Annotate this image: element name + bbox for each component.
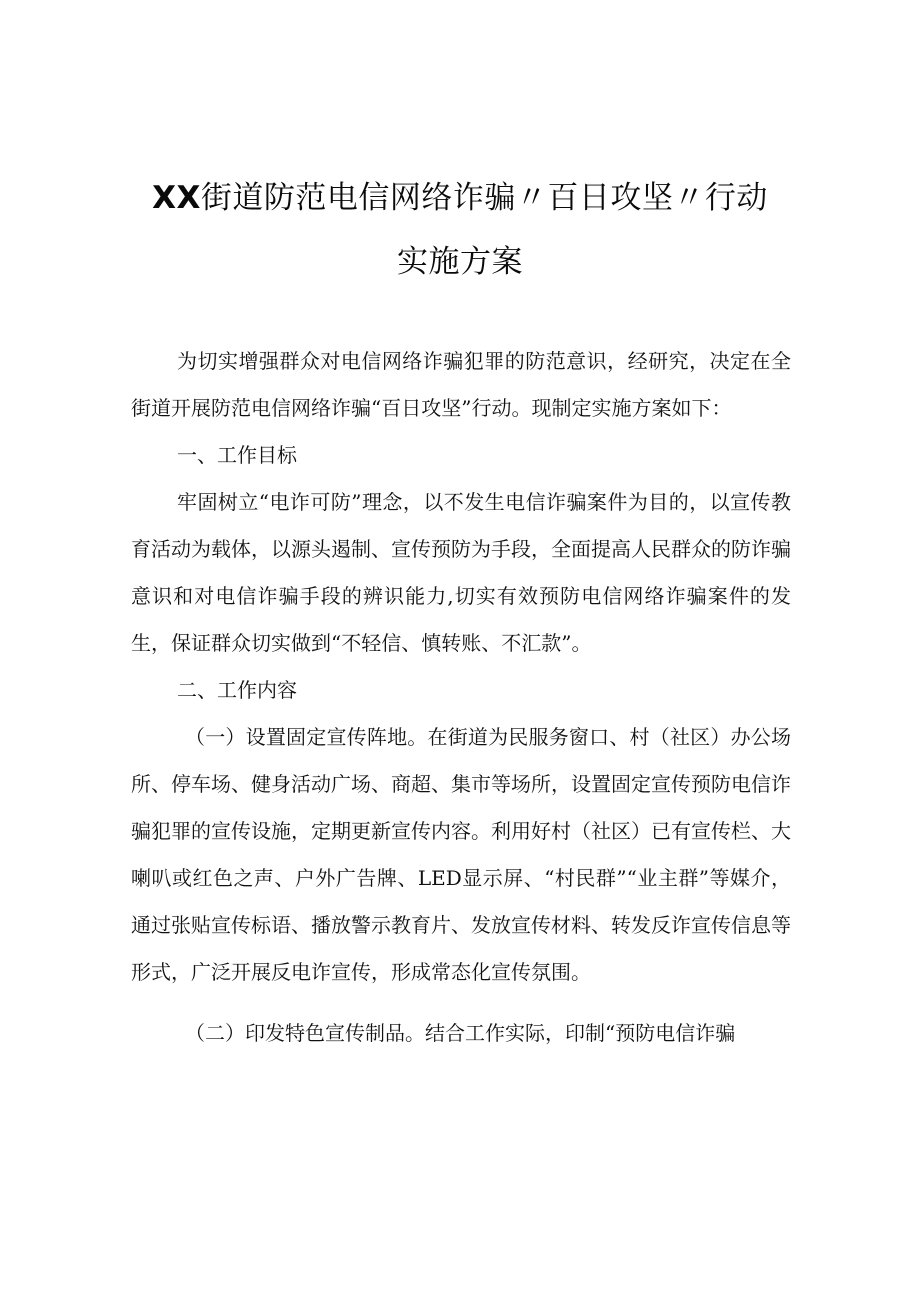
section2-heading: 二、工作内容 <box>177 678 297 702</box>
intro-paragraph: 为切实增强群众对电信网络诈骗犯罪的防范意识，经研究，决定在全街道开展防范电信网络诈骗“百日攻坚”行动。现制定实施方案如下： <box>131 349 791 420</box>
section1-paragraph: 牢固树立“电诈可防”理念，以不发生电信诈骗案件为目的，以宣传教育活动为载体，以源头遏制、宣传预防为手段，全面提高人民群众的防诈骗意识和对电信诈骗手段的辨识能力,切实有效预防电信网络诈骗案件的发生，保证群众切实做到“不轻信、慎转账、不汇款”。 <box>131 490 791 655</box>
document-title-line2: 实施方案 <box>397 244 523 280</box>
title-prefix: XX <box>152 180 201 216</box>
item1-paragraph: （一）设置固定宣传阵地。在街道为民服务窗口、村（社区）办公场所、停车场、健身活动广场、商超、集市等场所，设置固定宣传预防电信诈骗犯罪的宣传设施，定期更新宣传内容。利用好村（社区）已有宣传栏、大喇叭或红色之声、户外广告牌、LED显示屏、“村民群”“业主群”等媒介，通过张贴宣传标语、播放警示教育片、发放宣传材料、转发反诈宣传信息等形式，广泛开展反电诈宣传，形成常态化宣传氛围。 <box>131 725 791 984</box>
section1-heading: 一、工作目标 <box>177 443 297 467</box>
title-rest: 街道防范电信网络诈骗〃百日攻坚〃行动 <box>200 180 768 216</box>
item2-paragraph: （二）印发特色宣传制品。结合工作实际，印制“预防电信诈骗 <box>185 1021 736 1045</box>
document-title-line1 <box>0 178 920 218</box>
document-body <box>131 338 791 1057</box>
